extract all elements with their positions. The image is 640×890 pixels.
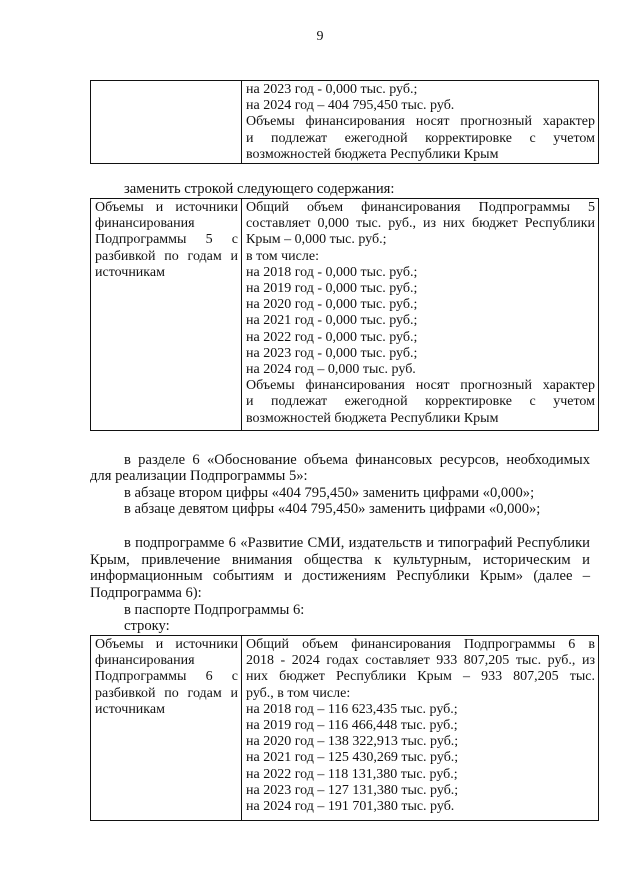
- table1-line: возможностей бюджета Республики Крым: [246, 146, 499, 162]
- section6-paragraph-line2: для реализации Подпрограммы 5»:: [90, 468, 308, 484]
- table2-left-line: разбивкой по годам и: [95, 248, 238, 264]
- table3-line: на 2020 год – 138 322,913 тыс. руб.;: [246, 734, 459, 750]
- second-paragraph-instruction: в абзаце втором цифры «404 795,450» заменить цифрами «0,000»;: [124, 485, 535, 501]
- subprogram5-financing-table: [90, 198, 599, 431]
- table3-line: на 2024 год – 191 701,380 тыс. руб.: [246, 799, 455, 815]
- table3-left-line: Подпрограммы 6 с: [95, 669, 238, 685]
- table3-left-line: разбивкой по годам и: [95, 685, 238, 701]
- table3-line: них бюджет Республики Крым – 933 807,205 тыс.: [246, 669, 595, 685]
- section6-paragraph-line1: в разделе 6 «Обоснование объема финансовых ресурсов, необходимых: [124, 452, 590, 468]
- table3-left-line: финансирования: [95, 653, 195, 669]
- table2-line: и подлежат ежегодной корректировке с учетом: [246, 394, 595, 410]
- table1-line: и подлежат ежегодной корректировке с учетом: [246, 130, 595, 146]
- table3-line: на 2018 год – 116 623,435 тыс. руб.;: [246, 701, 458, 717]
- subprogram6-paragraph-line1: в подпрограмме 6 «Развитие СМИ, издательств и типографий Республики: [124, 535, 590, 551]
- table3-line: на 2022 год – 118 131,380 тыс. руб.;: [246, 766, 458, 782]
- table2-left-cell: [91, 199, 242, 431]
- subprogram6-financing-table: [90, 635, 599, 821]
- table1-line: на 2024 год – 404 795,450 тыс. руб.: [246, 98, 455, 114]
- table2-line: составляет 0,000 тыс. руб., из них бюджет Республики: [246, 216, 595, 232]
- passport-instruction: в паспорте Подпрограммы 6:: [124, 602, 305, 618]
- table3-left-cell: [91, 636, 242, 821]
- table2-line: на 2023 год - 0,000 тыс. руб.;: [246, 345, 418, 361]
- table2-left-line: Объемы и источники: [95, 200, 238, 215]
- table2-left-line: Подпрограммы 5 с: [95, 232, 238, 248]
- table3-line: на 2023 год – 127 131,380 тыс. руб.;: [246, 782, 459, 798]
- table2-line: возможностей бюджета Республики Крым: [246, 410, 499, 426]
- table3-line: 2018 - 2024 годах составляет 933 807,205 тыс. руб., из: [246, 653, 595, 669]
- table3-line: на 2019 год – 116 466,448 тыс. руб.;: [246, 718, 458, 734]
- table2-right-cell: [242, 199, 599, 431]
- table2-line: в том числе:: [246, 248, 319, 264]
- table2-left-line: источникам: [95, 264, 165, 280]
- replace-instruction: заменить строкой следующего содержания:: [124, 181, 395, 197]
- table1-right-cell: [242, 81, 599, 164]
- table2-line: Общий объем финансирования Подпрограммы 5: [246, 200, 595, 215]
- table2-left-line: финансирования: [95, 216, 195, 232]
- table3-line: руб., в том числе:: [246, 685, 351, 701]
- table2-line: на 2021 год - 0,000 тыс. руб.;: [246, 313, 418, 329]
- table2-line: на 2018 год - 0,000 тыс. руб.;: [246, 264, 418, 280]
- table1-line: Объемы финансирования носят прогнозный характер: [246, 114, 595, 130]
- subprogram6-paragraph-line2: Крым, привлечение внимания общества к культурным, историческим и: [90, 552, 590, 568]
- table3-left-line: источникам: [95, 701, 165, 717]
- table2-line: на 2020 год - 0,000 тыс. руб.;: [246, 297, 418, 313]
- financing-table-continued: [90, 80, 599, 164]
- subprogram6-paragraph-line4: Подпрограмма 6):: [90, 585, 202, 601]
- ninth-paragraph-instruction: в абзаце девятом цифры «404 795,450» заменить цифрами «0,000»;: [124, 501, 541, 517]
- table2-line: Объемы финансирования носят прогнозный характер: [246, 378, 595, 394]
- table2-line: Крым – 0,000 тыс. руб.;: [246, 232, 387, 248]
- table3-line: Общий объем финансирования Подпрограммы 6 в: [246, 637, 595, 652]
- row-instruction: строку:: [124, 618, 170, 634]
- subprogram6-paragraph-line3: информационным событиям и достижениям Республики Крым» (далее –: [90, 568, 590, 584]
- table1-left-cell: [91, 81, 242, 164]
- page-number: 9: [316, 29, 324, 44]
- table3-line: на 2021 год – 125 430,269 тыс. руб.;: [246, 750, 459, 766]
- table3-left-line: Объемы и источники: [95, 637, 238, 652]
- table1-line: на 2023 год - 0,000 тыс. руб.;: [246, 82, 418, 97]
- table2-line: на 2024 год – 0,000 тыс. руб.: [246, 362, 416, 378]
- table2-line: на 2019 год - 0,000 тыс. руб.;: [246, 281, 418, 297]
- table2-line: на 2022 год - 0,000 тыс. руб.;: [246, 329, 418, 345]
- table3-right-cell: [242, 636, 599, 821]
